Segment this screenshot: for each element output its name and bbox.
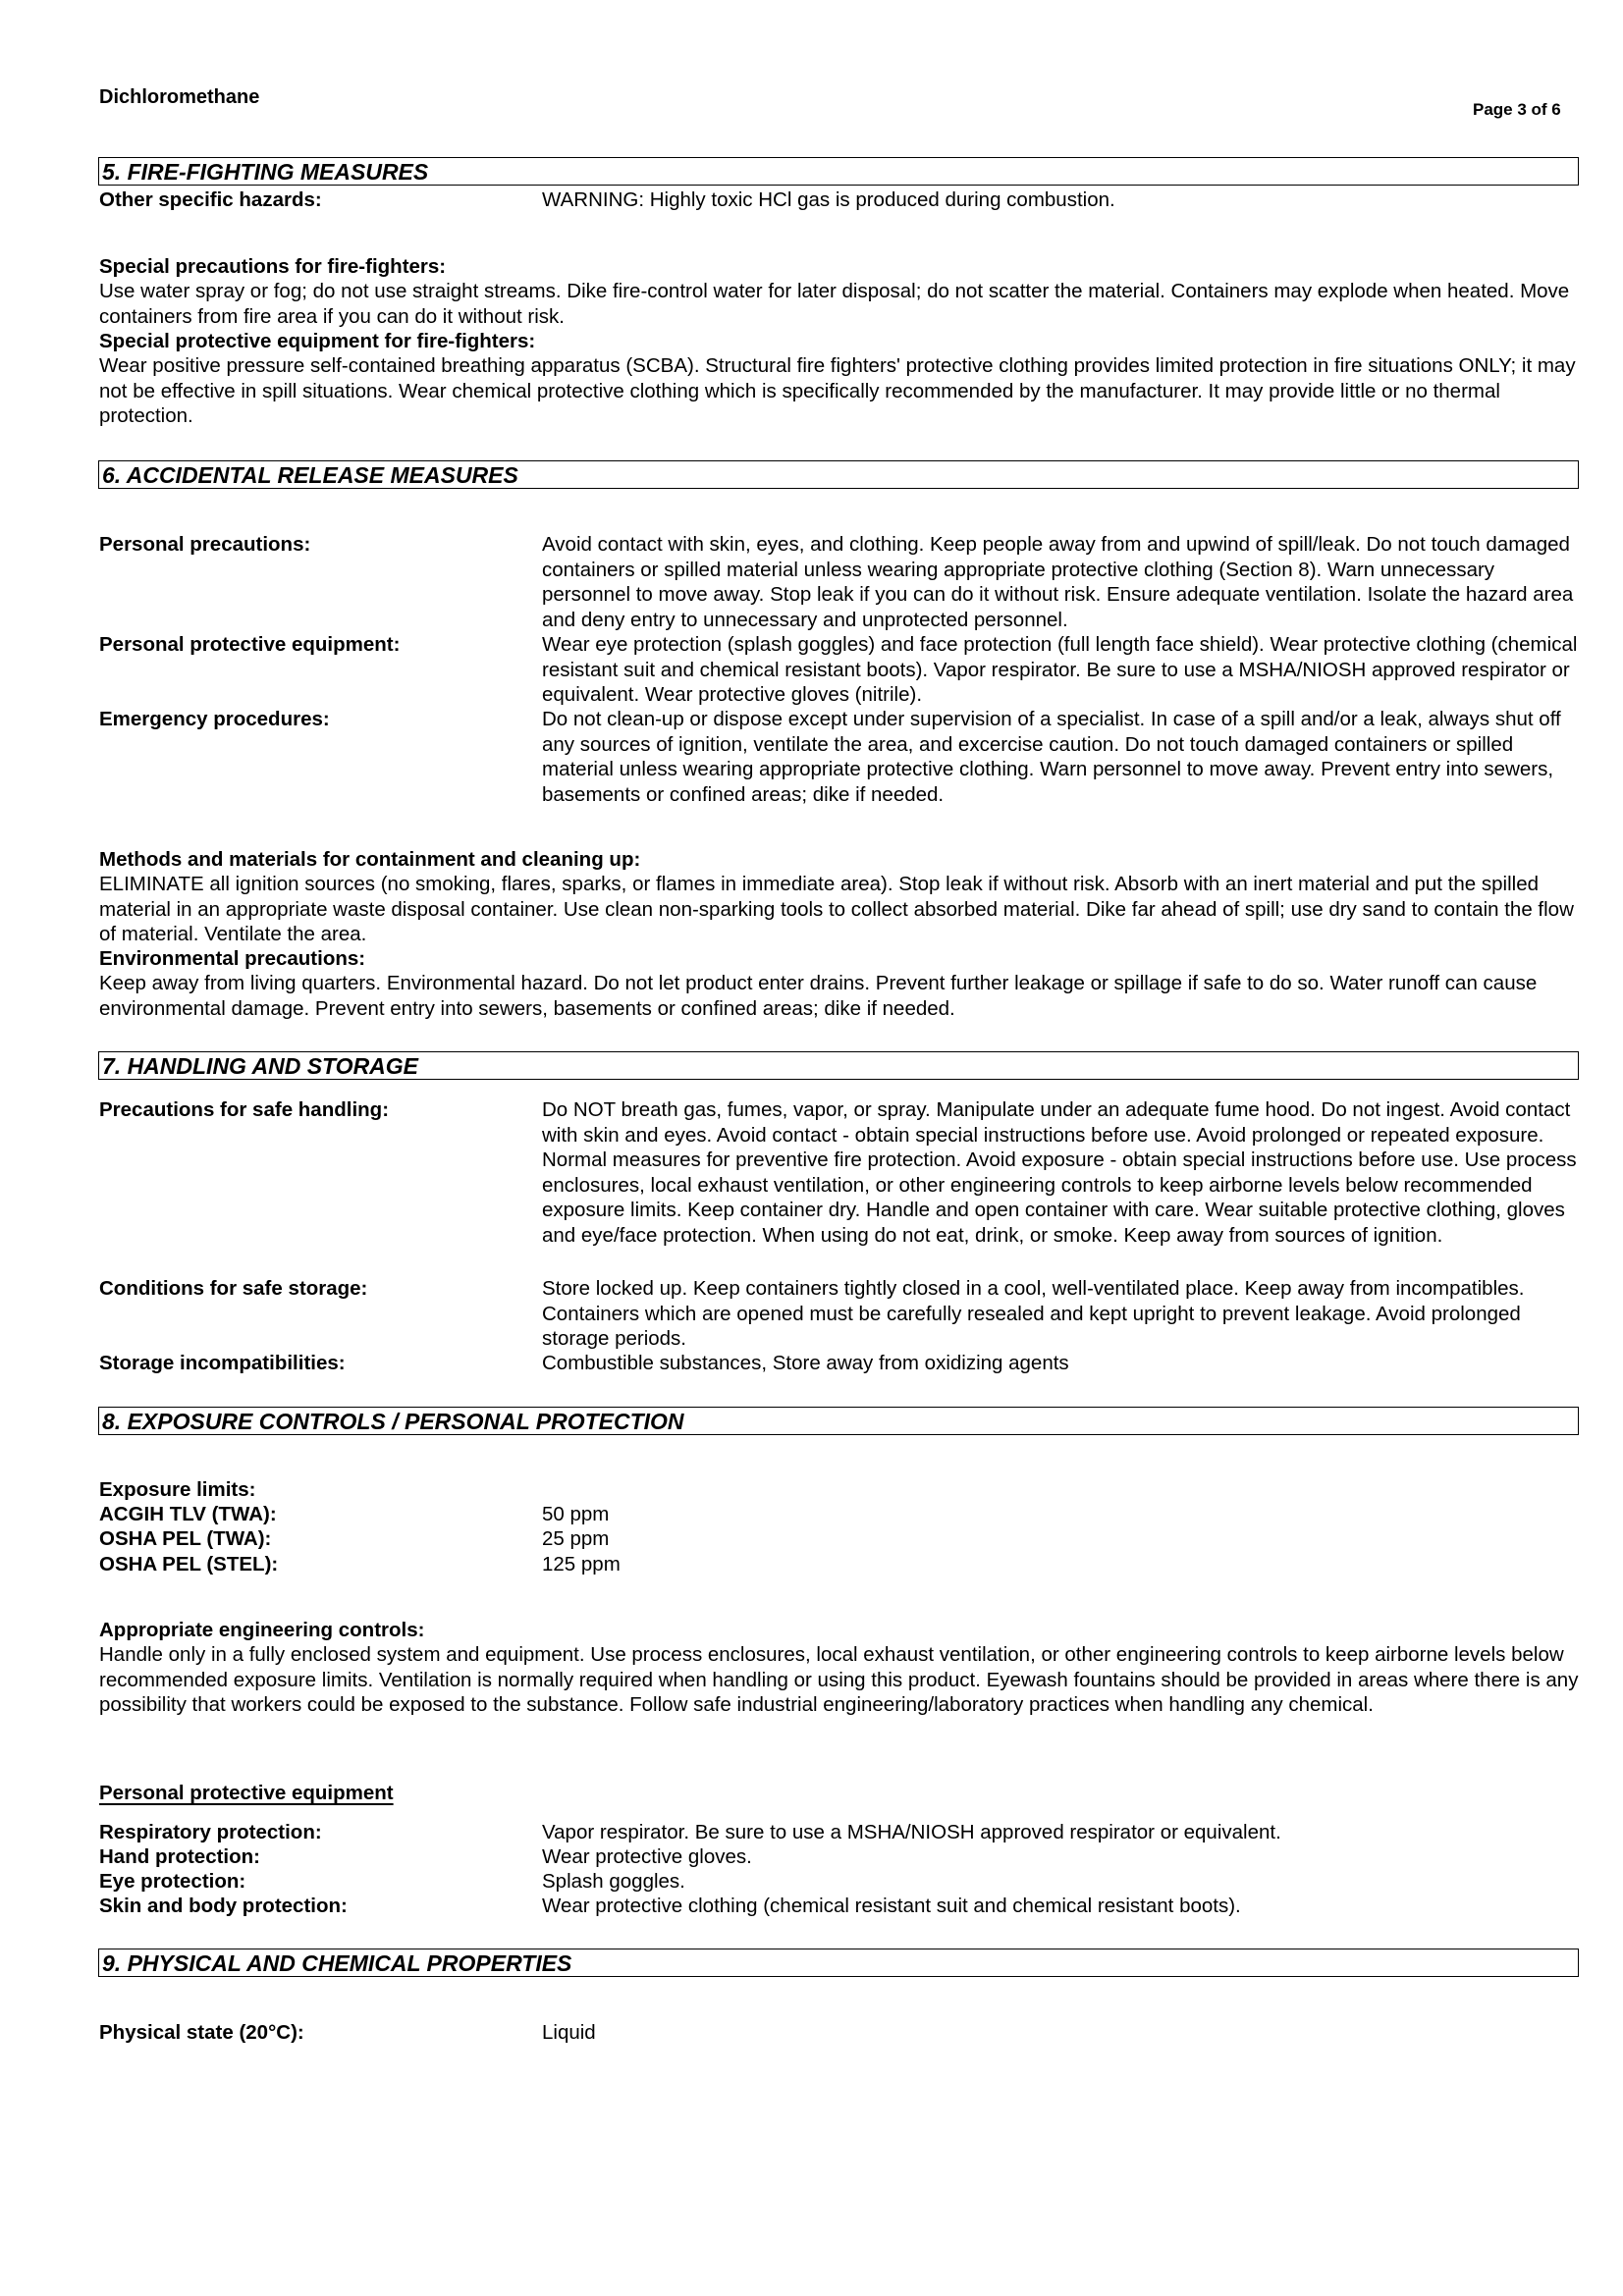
limit-label: OSHA PEL (TWA): (99, 1527, 272, 1550)
firefighter-ppe-text: Wear positive pressure self-contained breathing apparatus (SCBA). Structural fire fighters' protective clothing provides limited protection in fire situations ONLY; it may not be effective in spill situations. Wear chemical protective clothing which is specifically recommended by the manufacturer. It may provide little or no thermal protection. (99, 354, 1576, 427)
section-9-header (98, 1949, 1579, 1977)
environmental-heading: Environmental precautions: (99, 947, 366, 970)
limit-value: 50 ppm (542, 1503, 610, 1525)
ppe-label: Respiratory protection: (99, 1821, 322, 1843)
exposure-limits-heading: Exposure limits: (99, 1478, 256, 1501)
special-precautions-heading: Special precautions for fire-fighters: (99, 255, 447, 278)
emergency-procedures-value: Do not clean-up or dispose except under supervision of a specialist. In case of a spill and/or a leak, always shut off any sources of ignition, ventilate the area, and excercise caution. Do not touch damaged containers or spilled material unless wearing appropriate protective clothing. Warn personnel to move away. Prevent entry into sewers, basements or confined areas; dike if needed. (542, 708, 1561, 806)
section-title: 9. PHYSICAL AND CHEMICAL PROPERTIES (102, 1950, 572, 1976)
safe-handling-label: Precautions for safe handling: (99, 1098, 390, 1121)
limit-label: ACGIH TLV (TWA): (99, 1503, 277, 1525)
section-title: 6. ACCIDENTAL RELEASE MEASURES (102, 462, 518, 488)
product-name: Dichloromethane (99, 86, 260, 108)
section-7-header (98, 1051, 1579, 1080)
storage-incompat-value: Combustible substances, Store away from oxidizing agents (542, 1352, 1069, 1374)
section-5-header (98, 157, 1579, 186)
containment-text: ELIMINATE all ignition sources (no smoking, flares, sparks, or flames in immediate area). Stop leak if without risk. Absorb with an inert material and put the spilled material in an appropriate waste disposal container. Use clean non-sparking tools to collect absorbed material. Dike far ahead of spill; use dry sand to contain the flow of material. Ventilate the area. (99, 873, 1574, 945)
ppe-label: Skin and body protection: (99, 1895, 348, 1917)
storage-incompat-label: Storage incompatibilities: (99, 1352, 346, 1374)
safe-storage-label: Conditions for safe storage: (99, 1277, 368, 1300)
section-title: 5. FIRE-FIGHTING MEASURES (102, 159, 429, 185)
section-8-header (98, 1407, 1579, 1435)
personal-ppe-label: Personal protective equipment: (99, 633, 401, 656)
limit-value: 125 ppm (542, 1553, 621, 1575)
environmental-text: Keep away from living quarters. Environmental hazard. Do not let product enter drains. Prevent further leakage or spillage if safe to do so. Water runoff can cause environmental damage. Prevent entry into sewers, basements or confined areas; dike if needed. (99, 972, 1538, 1020)
ppe-label: Hand protection: (99, 1845, 260, 1868)
ppe-value: Vapor respirator. Be sure to use a MSHA/NIOSH approved respirator or equivalent. (542, 1821, 1281, 1843)
other-hazards-value: WARNING: Highly toxic HCl gas is produced during combustion. (542, 188, 1115, 211)
safe-handling-value: Do NOT breath gas, fumes, vapor, or spray. Manipulate under an adequate fume hood. Do not ingest. Avoid contact with skin and eyes. Avoid contact - obtain special instructions before use. Avoid prolonged or repeated exposure. Normal measures for preventive fire protection. Avoid exposure - obtain special instructions before use. Use process enclosures, local exhaust ventilation, or other engineering controls to keep airborne levels below recommended exposure limits. Keep container dry. Handle and open container with care. Wear suitable protective clothing, gloves and eye/face protection. When using do not eat, drink, or smoke. Keep away from sources of ignition. (542, 1098, 1577, 1247)
personal-precautions-value: Avoid contact with skin, eyes, and clothing. Keep people away from and upwind of spill/leak. Do not touch damaged containers or spilled material unless wearing appropriate protective clothing (Section 8). Warn unnecessary personnel to move away. Stop leak if you can do it without risk. Ensure adequate ventilation. Isolate the hazard area and deny entry to unnecessary and unprotected personnel. (542, 533, 1574, 631)
ppe-value: Wear protective clothing (chemical resistant suit and chemical resistant boots). (542, 1895, 1241, 1917)
physical-state-value: Liquid (542, 2021, 596, 2044)
section-title: 7. HANDLING AND STORAGE (102, 1053, 419, 1079)
section-title: 8. EXPOSURE CONTROLS / PERSONAL PROTECTION (102, 1409, 684, 1434)
emergency-procedures-label: Emergency procedures: (99, 708, 330, 730)
ppe-value: Splash goggles. (542, 1870, 685, 1893)
personal-ppe-value: Wear eye protection (splash goggles) and face protection (full length face shield). Wear protective clothing (chemical resistant suit and chemical resistant boots). Vapor respirator. Be sure to use a MSHA/NIOSH approved respirator or equivalent. Wear protective gloves (nitrile). (542, 633, 1578, 706)
firefighter-ppe-heading: Special protective equipment for fire-fighters: (99, 330, 536, 352)
safe-storage-value: Store locked up. Keep containers tightly closed in a cool, well-ventilated place. Keep away from incompatibles. Containers which are opened must be carefully resealed and kept upright to prevent leakage. Avoid prolonged storage periods. (542, 1277, 1525, 1350)
physical-state-label: Physical state (20°C): (99, 2021, 304, 2044)
limit-value: 25 ppm (542, 1527, 610, 1550)
ppe-value: Wear protective gloves. (542, 1845, 752, 1868)
ppe-heading: Personal protective equipment (99, 1782, 394, 1804)
personal-precautions-label: Personal precautions: (99, 533, 311, 556)
page-number: Page 3 of 6 (1473, 100, 1561, 119)
engineering-controls-heading: Appropriate engineering controls: (99, 1619, 425, 1641)
ppe-label: Eye protection: (99, 1870, 246, 1893)
engineering-controls-text: Handle only in a fully enclosed system and equipment. Use process enclosures, local exhaust ventilation, or other engineering controls to keep airborne levels below recommended exposure limits. Ventilation is normally required when handling or using this product. Eyewash fountains should be provided in areas where there is any possibility that workers could be exposed to the substance. Follow safe industrial engineering/laboratory practices when handling any chemical. (99, 1643, 1579, 1716)
special-precautions-text: Use water spray or fog; do not use straight streams. Dike fire-control water for later disposal; do not scatter the material. Containers may explode when heated. Move containers from fire area if you can do it without risk. (99, 280, 1570, 328)
containment-heading: Methods and materials for containment and cleaning up: (99, 848, 641, 871)
section-6-header (98, 460, 1579, 489)
other-hazards-label: Other specific hazards: (99, 188, 322, 211)
limit-label: OSHA PEL (STEL): (99, 1553, 279, 1575)
